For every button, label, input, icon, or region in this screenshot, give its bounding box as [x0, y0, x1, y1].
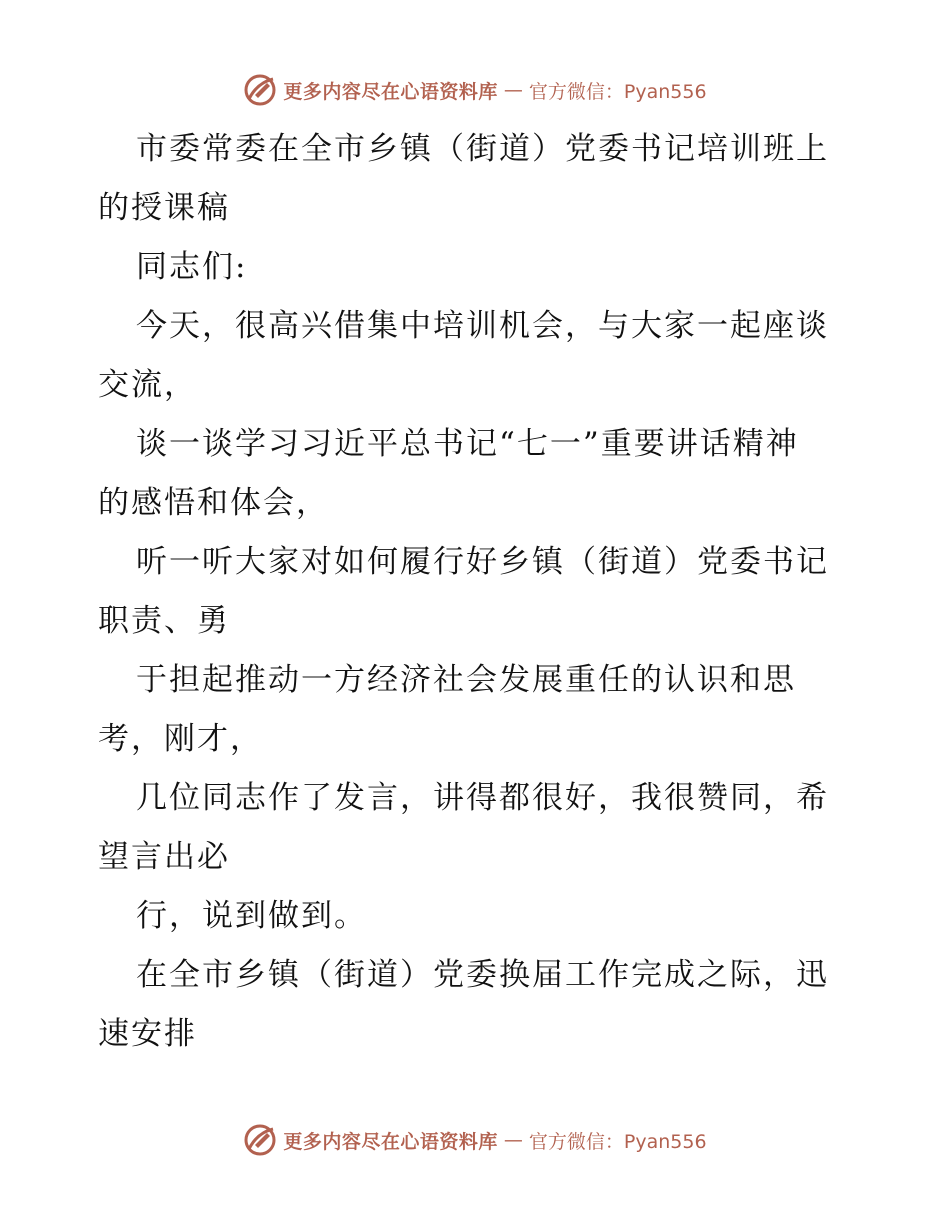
wechat-contact: 官方微信：Pyan556: [528, 80, 707, 103]
separator-dash: —: [503, 1129, 523, 1151]
pen-logo-icon: [243, 73, 277, 107]
paragraph-line: 交流，: [98, 367, 197, 403]
wechat-contact: 官方微信：Pyan556: [528, 1130, 707, 1153]
salutation: 同志们:: [136, 249, 248, 285]
paragraph-line: 的感悟和体会，: [98, 485, 329, 521]
paragraph-line: 考，刚才，: [98, 721, 263, 757]
paragraph-line: 在全市乡镇（街道）党委换届工作完成之际，迅: [136, 957, 829, 993]
header-watermark: [0, 70, 950, 110]
document-body: [98, 120, 858, 1064]
paragraph-line: 几位同志作了发言，讲得都很好，我很赞同，希: [136, 780, 829, 816]
paragraph-line: 职责、勇: [98, 603, 230, 639]
paragraph-line: 今天，很高兴借集中培训机会，与大家一起座谈: [136, 308, 829, 344]
site-name: 更多内容尽在心语资料库: [283, 80, 498, 103]
paragraph-line: 谈一谈学习习近平总书记“七一”重要讲话精神: [136, 426, 799, 462]
pen-logo-icon: [243, 1123, 277, 1157]
paragraph-line: 望言出必: [98, 839, 230, 875]
title-line-2: 的授课稿: [98, 190, 230, 226]
paragraph-line: 行，说到做到。: [136, 898, 367, 934]
paragraph-line: 速安排: [98, 1016, 197, 1052]
separator-dash: —: [503, 79, 523, 101]
site-name: 更多内容尽在心语资料库: [283, 1130, 498, 1153]
paragraph-line: 于担起推动一方经济社会发展重任的认识和思: [136, 662, 796, 698]
footer-watermark: [0, 1120, 950, 1160]
title-line-1: 市委常委在全市乡镇（街道）党委书记培训班上: [136, 131, 829, 167]
paragraph-line: 听一听大家对如何履行好乡镇（街道）党委书记: [136, 544, 829, 580]
